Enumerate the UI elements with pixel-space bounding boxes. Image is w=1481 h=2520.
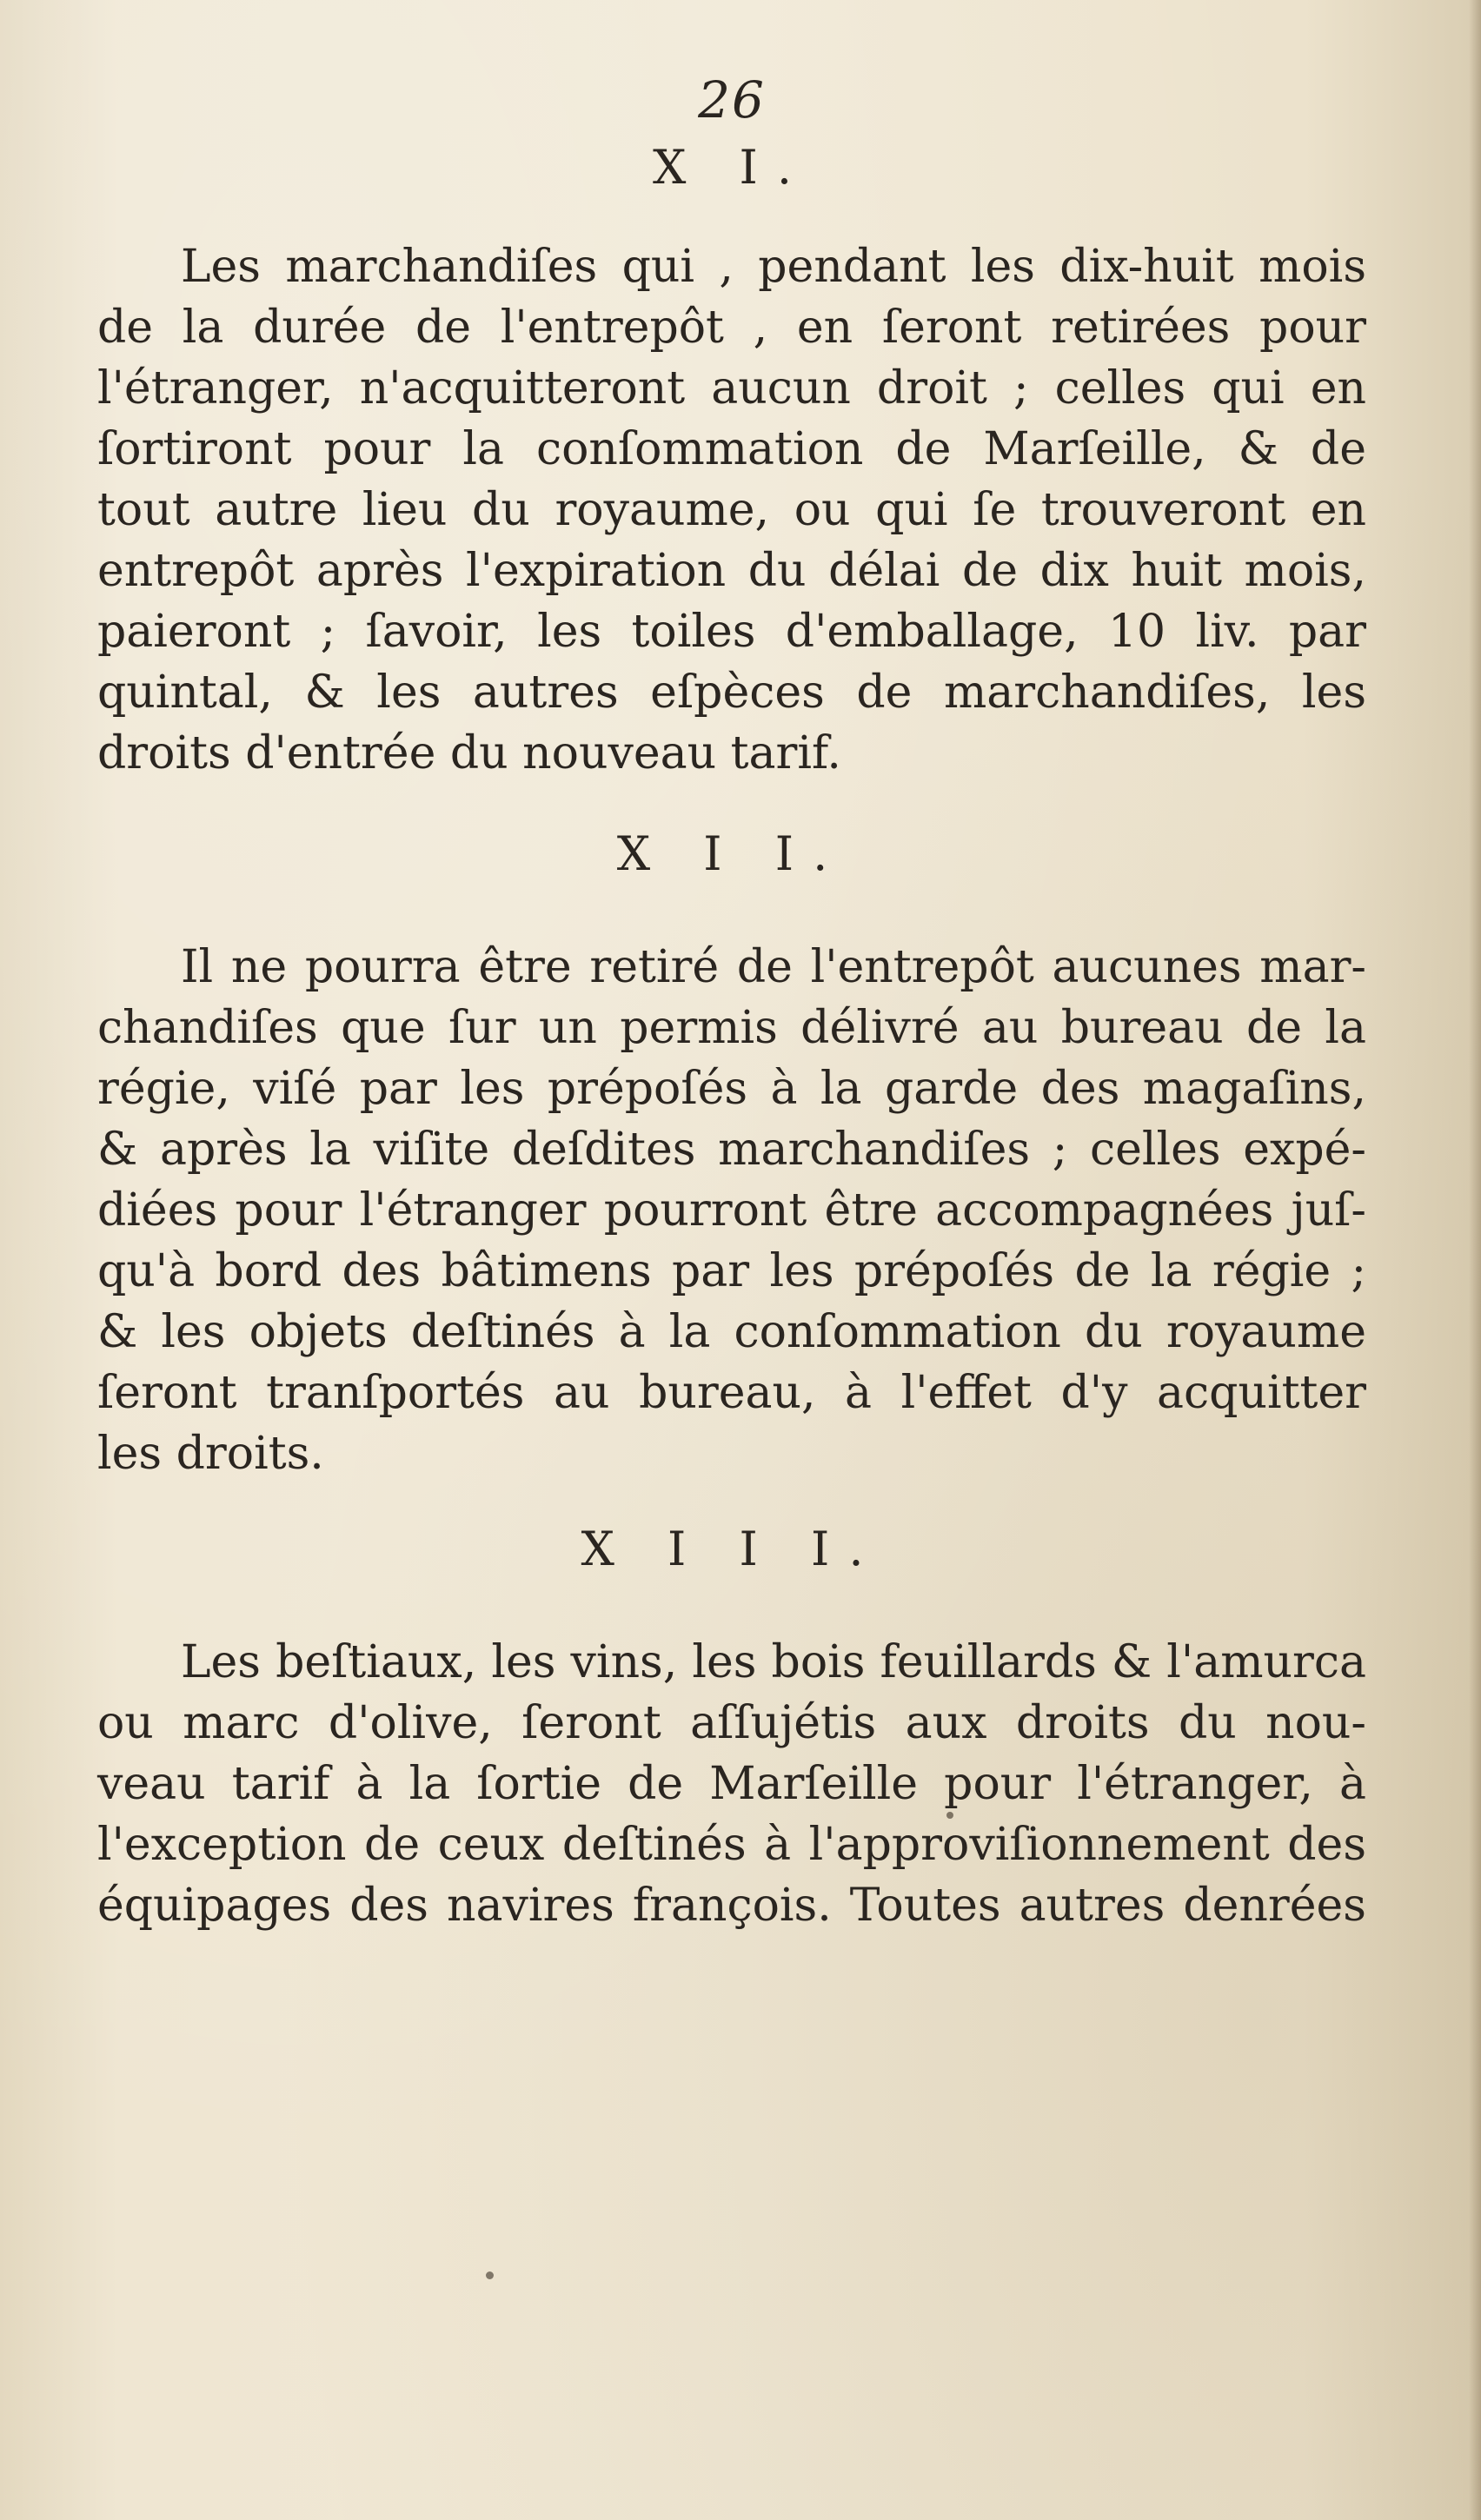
article-heading-xii: X I I. <box>616 826 847 881</box>
text-line: de la durée de l'entrepôt , en ſeront retirées pour <box>97 302 1366 354</box>
text-line: paieront ; ſavoir, les toiles d'emballage, 10 liv. par <box>97 606 1366 658</box>
text-line: droits d'entrée du nouveau tarif. <box>97 727 841 779</box>
text-line: qu'à bord des bâtimens par les prépoſés de la régie ; <box>97 1245 1366 1297</box>
text-block <box>97 70 1366 1936</box>
ink-speck <box>486 2271 494 2279</box>
article-paragraph-xi <box>97 236 1366 784</box>
text-line: ſeront tranſportés au bureau, à l'effet d'y acquitter <box>97 1367 1366 1419</box>
text-line: Les marchandiſes qui , pendant les dix-huit mois <box>181 241 1366 293</box>
text-line: les droits. <box>97 1428 324 1480</box>
text-line: Les beſtiaux, les vins, les bois feuillards & l'amurca <box>181 1636 1366 1688</box>
page-number: 26 <box>698 70 766 129</box>
text-line: régie, viſé par les prépoſés à la garde des magaſins, <box>97 1063 1366 1115</box>
text-line: ou marc d'olive, ſeront aſſujétis aux droits du nou- <box>97 1697 1366 1749</box>
text-line: entrepôt après l'expiration du délai de dix huit mois, <box>97 545 1366 597</box>
text-line: l'étranger, n'acquitteront aucun droit ; celles qui en <box>97 362 1366 414</box>
text-line: & après la viſite deſdites marchandiſes ; celles expé- <box>97 1124 1366 1176</box>
text-line: veau tarif à la ſortie de Marſeille pour l'étranger, à <box>97 1758 1366 1810</box>
text-line: Il ne pourra être retiré de l'entrepôt aucunes mar- <box>181 941 1366 993</box>
page-edge-shadow <box>1469 0 1481 2520</box>
article-paragraph-xiii <box>97 1632 1366 1936</box>
article-heading-xi: X I. <box>652 140 812 195</box>
text-line: ſortiront pour la conſommation de Marſeille, & de <box>97 423 1366 475</box>
text-line: & les objets deſtinés à la conſommation du royaume <box>97 1306 1366 1358</box>
text-line: diées pour l'étranger pourront être accompagnées juſ- <box>97 1184 1366 1237</box>
text-line: quintal, & les autres eſpèces de marchandiſes, les <box>97 666 1366 719</box>
text-line: l'exception de ceux deſtinés à l'approviſionnement des <box>97 1819 1366 1871</box>
article-heading-xiii: X I I I. <box>581 1522 883 1576</box>
article-paragraph-xii <box>97 937 1366 1484</box>
text-line: équipages des navires françois. Toutes autres denrées <box>97 1880 1366 1932</box>
text-line: chandiſes que ſur un permis délivré au bureau de la <box>97 1002 1366 1054</box>
ink-speck <box>946 1812 953 1819</box>
text-line: tout autre lieu du royaume, ou qui ſe trouveront en <box>97 484 1366 536</box>
